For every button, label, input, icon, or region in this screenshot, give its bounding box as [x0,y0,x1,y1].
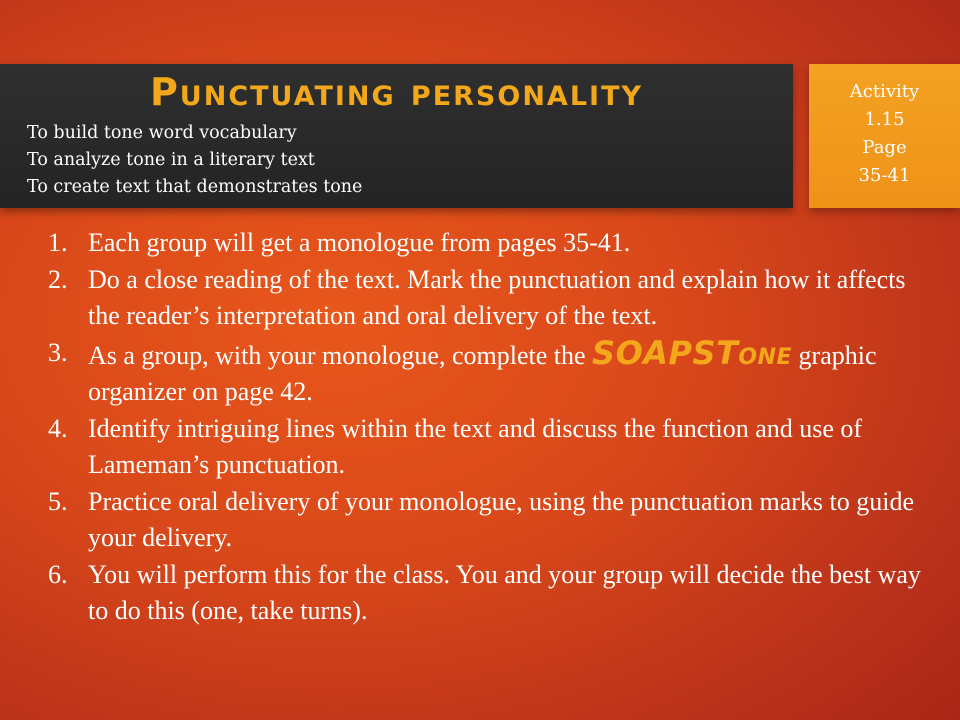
objective-item: To analyze tone in a literary text [27,150,315,170]
activity-pages: 35-41 [858,165,911,186]
step-item [48,262,928,335]
activity-number: 1.15 [864,109,905,130]
activity-label: Activity [849,81,920,102]
step-item [48,557,928,630]
step-number: 4. [48,413,68,443]
activity-page-label: Page [862,137,907,158]
step-number: 3. [48,337,68,367]
step-text: Each group will get a monologue from pages 35-41. [88,228,631,257]
step-item [48,225,928,262]
step-number: 5. [48,486,68,516]
step-text: Identify intriguing lines within the text and discuss the function and use of Lameman’s punctuation. [88,413,863,479]
activity-box [809,64,960,208]
step-text: As a group, with your monologue, complete the [88,340,593,370]
step-text: You will perform this for the class. You and your group will decide the best way to do this (one, take turns). [88,559,921,625]
objectives-list [27,120,362,201]
step-text: graphic organizer on page 42. [88,340,877,406]
objective-item: To build tone word vocabulary [27,123,297,143]
header-box [0,64,793,208]
step-text: Practice oral delivery of your monologue, using the punctuation marks to guide your delivery. [88,486,915,552]
step-item [48,411,928,484]
slide-title: Punctuating personality [149,70,644,114]
step-text: Do a close reading of the text. Mark the punctuation and explain how it affects the reader’s interpretation and oral delivery of the text. [88,264,906,330]
step-number: 1. [48,228,68,257]
objective-item: To create text that demonstrates tone [27,177,363,197]
soapstone-highlight: SOAPSTone [592,333,793,372]
step-number: 6. [48,559,68,589]
step-number: 2. [48,264,68,294]
steps-list [48,225,928,630]
step-item [48,484,928,557]
step-item [48,335,928,411]
